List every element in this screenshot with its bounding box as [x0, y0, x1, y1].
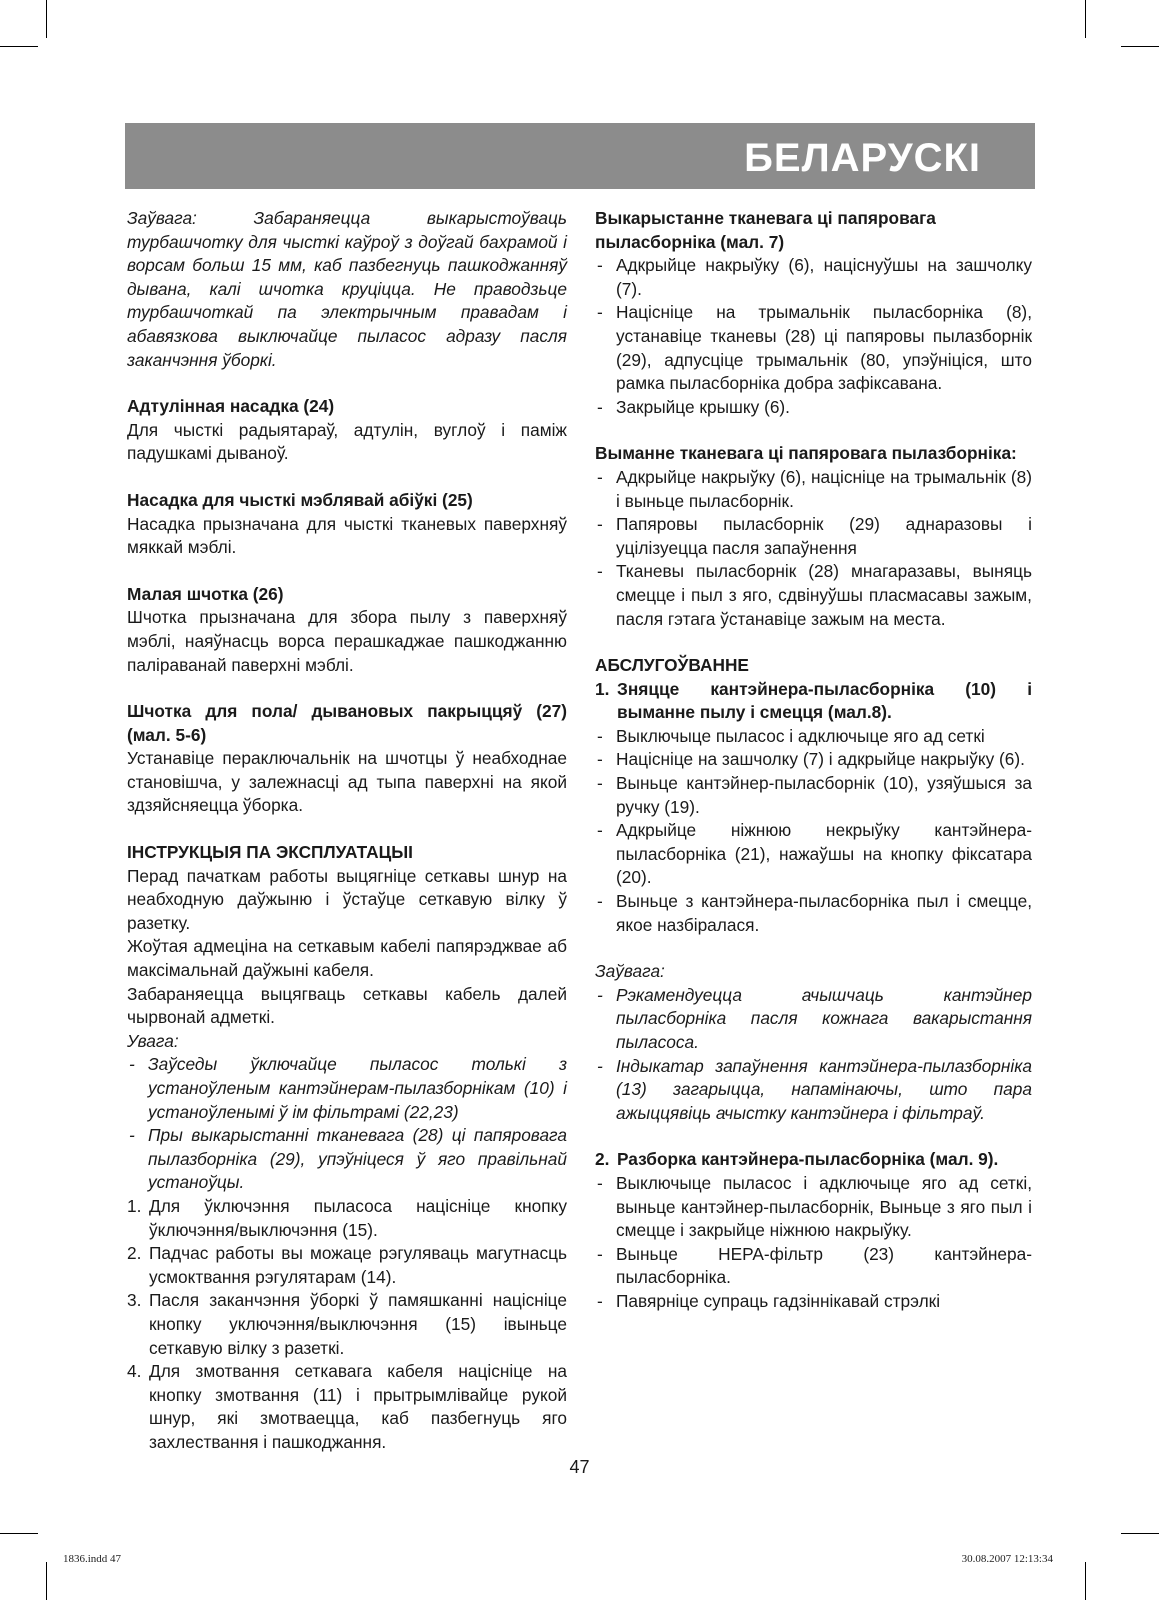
- list-item: - Выключыце пыласос і адключыце яго ад сеткі: [595, 725, 1032, 749]
- crop-mark: [1085, 0, 1086, 38]
- right-column: [595, 207, 1032, 1314]
- numbered-step: [127, 1242, 567, 1289]
- section-heading: Насадка для чысткі мэблявай абіўкі (25): [127, 489, 473, 510]
- list-item: - Выньце HEPA-фільтр (23) кантэйнера-пыласборніка.: [595, 1243, 1032, 1290]
- step-text: Пасля заканчэння ўборкі ў памяшканні націсніце кнопку уключэння/выключэння (15) івыньце сеткавую вілку з разеткі.: [149, 1290, 567, 1358]
- list-item: - Націсніце на трымальнік пыласборніка (8), устанавіце тканевы (28) ці папяровы пылазборнік (29), адпусціце трымальнік (80, упэўніціся, што рамка пыласборніка добра зафіксавана.: [595, 301, 1032, 395]
- section-heading: ІНСТРУКЦЫЯ ПА ЭКСПЛУАТАЦЫІ: [127, 842, 413, 863]
- step-number: 3.: [127, 1290, 142, 1311]
- section-heading: АБСЛУГОЎВАННЕ: [595, 655, 749, 676]
- numbered-heading: [595, 1148, 1032, 1172]
- list-item: - Тканевы пыласборнік (28) мнагаразавы, выняць смецце і пыл з яго, сдвінуўшы пласмасавы зажым, пасля гэтага ўстанавіце зажым на места.: [595, 560, 1032, 631]
- section-text: Для чысткі радыятараў, адтулін, вуглоў і паміж падушкамі дываноў.: [127, 419, 567, 464]
- list-item: - Выключыце пыласос і адключыце яго ад сеткі, выньце кантэйнер-пыласборнік, Выньце з яго пыл і смецце і закрыйце ніжнюю накрыўку.: [595, 1172, 1032, 1243]
- numbered-step: [127, 1289, 567, 1360]
- note-label: Заўвага:: [595, 961, 665, 982]
- footer-file-name: 1836.indd 47: [63, 1553, 122, 1565]
- heading-text: Зняцце кантэйнера-пыласборніка (10) і выманне пылу і смецця (мал.8).: [617, 678, 1032, 723]
- section-heading: Адтулінная насадка (24): [127, 396, 335, 417]
- crop-mark: [0, 1533, 38, 1534]
- attention-label: Увага:: [127, 1030, 179, 1051]
- left-column: [127, 207, 567, 1455]
- list-item: - Адкрыйце накрыўку (6), націсніце на трымальнік (8) і выньце пыласборнік.: [595, 466, 1032, 513]
- footer-timestamp: 30.08.2007 12:13:34: [961, 1553, 1053, 1565]
- list-item: - Пры выкарыстанні тканевага (28) ці папяровага пылазборніка (29), упэўніцеся ў яго правільнай устаноўцы.: [127, 1124, 567, 1195]
- list-item: - Закрыйце крышку (6).: [595, 396, 1032, 420]
- list-item: - Націсніце на зашчолку (7) і адкрыйце накрыўку (6).: [595, 748, 1032, 772]
- language-header-bar: [125, 123, 1035, 189]
- step-number: 2.: [127, 1243, 142, 1264]
- crop-mark: [1121, 1533, 1159, 1534]
- heading-text: Разборка кантэйнера-пыласборніка (мал. 9).: [617, 1149, 999, 1170]
- list-item: - Выньце з кантэйнера-пыласборніка пыл і смецце, якое назбіралася.: [595, 890, 1032, 937]
- section-text: Насадка прызначана для чысткі тканевых паверхняў мяккай мэблі.: [127, 513, 567, 558]
- step-text: Падчас работы вы можаце рэгуляваць магутнасць усмоктвання рэгулятарам (14).: [149, 1243, 567, 1287]
- page-title: БЕЛАРУСКІ: [744, 136, 981, 180]
- list-item: - Рэкамендуецца ачышчаць кантэйнер пыласборніка пасля кожнага вакарыстання пыласоса.: [595, 984, 1032, 1055]
- instruction-paragraph: Забараняецца выцягваць сеткавы кабель далей чырвонай адметкі.: [127, 983, 567, 1028]
- list-item: - Індыкатар запаўнення кантэйнера-пылазборніка (13) загарыцца, напамінаючы, што пара ажыццявіць ачыстку кантэйнера і фільтраў.: [595, 1055, 1032, 1126]
- numbered-step: [127, 1195, 567, 1242]
- heading-number: 1.: [595, 678, 610, 699]
- list-item: - Адкрыйце накрыўку (6), націснуўшы на зашчолку (7).: [595, 254, 1032, 301]
- instruction-paragraph: Жоўтая адмеціна на сеткавым кабелі папярэджвае аб максімальнай даўжыні кабеля.: [127, 936, 567, 981]
- section-heading: Выманне тканевага ці папяровага пылазборніка:: [595, 443, 1017, 464]
- step-text: Для змотвання сеткавага кабеля націсніце на кнопку змотвання (11) і прытрымлівайце рукой шнур, які змотваецца, каб пазбегнуць яго захлествання і пашкоджання.: [149, 1361, 567, 1452]
- numbered-step: [127, 1360, 567, 1454]
- list-item: - Адкрыйце ніжнюю некрыўку кантэйнера-пыласборніка (21), нажаўшы на кнопку фіксатара (20).: [595, 819, 1032, 890]
- section-heading: Выкарыстанне тканевага ці папяровага пыласборніка (мал. 7): [595, 208, 936, 252]
- instruction-paragraph: Перад пачаткам работы выцягніце сеткавы шнур на неабходную даўжыню і ўстаўце сеткавую вілку ў разетку.: [127, 865, 567, 933]
- list-item: - Выньце кантэйнер-пыласборнік (10), узяўшыся за ручку (19).: [595, 772, 1032, 819]
- step-number: 1.: [127, 1195, 142, 1216]
- numbered-heading: [595, 678, 1032, 725]
- section-text: Шчотка прызначана для збора пылу з паверхняў мэблі, наяўнасць ворса перашкаджае пашкоджанню паліраванай паверхні мэблі.: [127, 607, 567, 675]
- step-text: Для ўключэння пыласоса націсніце кнопку ўключэння/выключэння (15).: [149, 1195, 567, 1240]
- section-heading: Шчотка для пола/ дывановых пакрыццяў (27) (мал. 5-6): [127, 701, 567, 745]
- crop-mark: [46, 0, 47, 38]
- heading-number: 2.: [595, 1149, 610, 1170]
- crop-mark: [1085, 1562, 1086, 1600]
- section-heading: Малая шчотка (26): [127, 583, 284, 604]
- crop-mark: [1121, 46, 1159, 47]
- turbo-brush-note: Заўвага: Забараняецца выкарыстоўваць турбашчотку для чысткі каўроў з доўгай бахрамой і ворсам больш 15 мм, каб пазбегнуць пашкоджанняў дывана, калі шчотка круціцца. Не праводзьце турбашчоткай па электрычным правадам і абавязкова выключайце пыласос адразу пасля заканчэння ўборкі.: [127, 208, 567, 370]
- list-item: - Папяровы пыласборнік (29) аднаразовы і уцілізуецца пасля запаўнення: [595, 513, 1032, 560]
- list-item: - Павярніце супраць гадзіннікавай стрэлкі: [595, 1290, 1032, 1314]
- page-number: 47: [569, 1457, 590, 1477]
- crop-mark: [46, 1562, 47, 1600]
- step-number: 4.: [127, 1361, 142, 1382]
- crop-mark: [0, 46, 38, 47]
- list-item: - Заўседы ўключайце пыласос толькі з устаноўленым кантэйнерам-пылазборнікам (10) і устаноўленымі ў ім фільтрамі (22,23): [127, 1053, 567, 1124]
- section-text: Устанавіце пераключальнік на шчотцы ў неабходнае становішча, у залежнасці ад тыпа паверхні на якой здзяйсняецца ўборка.: [127, 748, 567, 816]
